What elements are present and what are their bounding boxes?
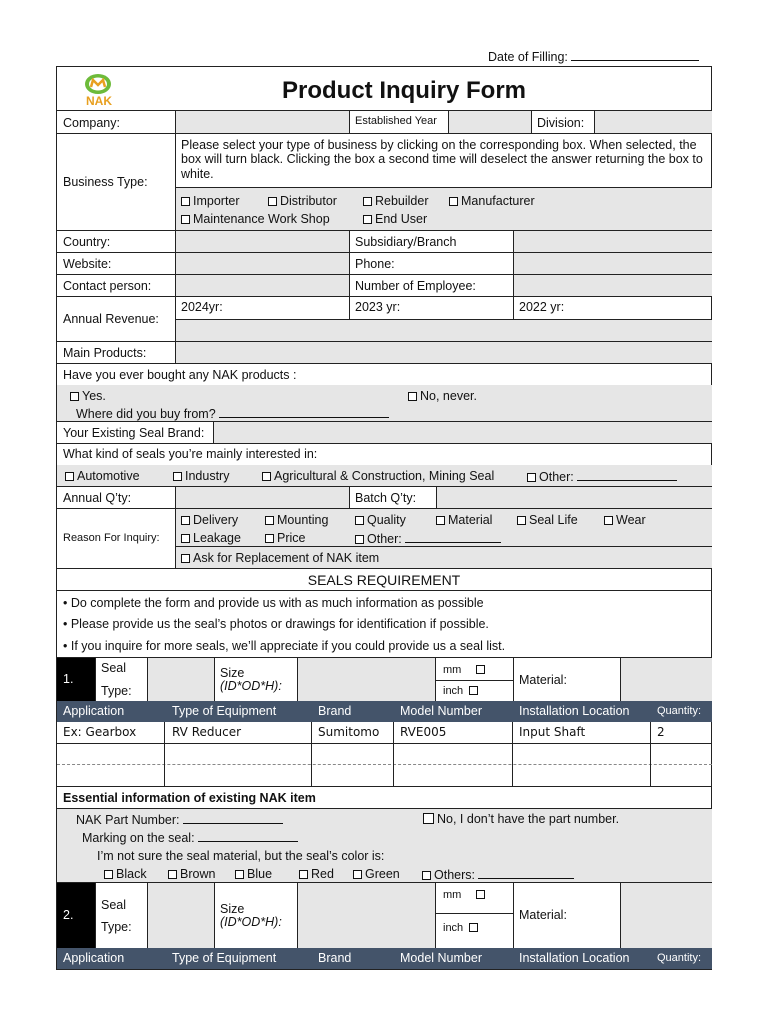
checkbox[interactable] xyxy=(449,197,458,206)
contact-label: Contact person: xyxy=(63,279,152,293)
interest-other[interactable]: Other: xyxy=(527,469,677,484)
checkbox[interactable] xyxy=(181,554,190,563)
checkbox[interactable] xyxy=(181,534,190,543)
checkbox[interactable] xyxy=(265,516,274,525)
checkbox[interactable] xyxy=(355,516,364,525)
date-input[interactable] xyxy=(571,48,699,61)
revenue-2022: 2022 yr: xyxy=(519,300,565,314)
checkbox[interactable] xyxy=(353,870,362,879)
checkbox[interactable] xyxy=(70,392,79,401)
interest-question: What kind of seals you’re mainly interested in: xyxy=(63,447,318,461)
checkbox[interactable] xyxy=(423,813,434,824)
color-others[interactable]: Others: xyxy=(422,867,574,882)
option-rebuilder[interactable]: Rebuilder xyxy=(363,194,429,208)
bought-no[interactable]: No, never. xyxy=(408,389,477,403)
checkbox[interactable] xyxy=(173,472,182,481)
checkbox[interactable] xyxy=(469,923,478,932)
subsidiary-input[interactable] xyxy=(514,231,712,252)
option-importer[interactable]: Importer xyxy=(181,194,240,208)
checkbox[interactable] xyxy=(181,215,190,224)
checkbox[interactable] xyxy=(422,871,431,880)
annual-qty-label: Annual Q’ty: xyxy=(63,491,132,505)
interest-automotive[interactable]: Automotive xyxy=(65,469,140,483)
batch-qty-input[interactable] xyxy=(437,487,712,508)
color-brown[interactable]: Brown xyxy=(168,867,215,881)
established-input[interactable] xyxy=(449,111,531,133)
business-label: Business Type: xyxy=(63,175,148,189)
reason-mounting[interactable]: Mounting xyxy=(265,513,328,527)
type-label-1: Type: xyxy=(101,684,132,698)
date-label: Date of Filling: xyxy=(488,48,699,64)
color-green[interactable]: Green xyxy=(353,867,400,881)
existing-brand-input[interactable] xyxy=(214,422,712,443)
revenue-2024: 2024yr: xyxy=(181,300,223,314)
checkbox[interactable] xyxy=(262,472,271,481)
revenue-label: Annual Revenue: xyxy=(63,312,159,326)
seal-label-1: Seal xyxy=(101,661,127,675)
option-distributor[interactable]: Distributor xyxy=(268,194,337,208)
checkbox[interactable] xyxy=(168,870,177,879)
type-label-2: Type: xyxy=(101,920,132,934)
bought-yes[interactable]: Yes. xyxy=(70,389,106,403)
checkbox[interactable] xyxy=(363,197,372,206)
reason-material[interactable]: Material xyxy=(436,513,492,527)
reason-replacement[interactable]: Ask for Replacement of NAK item xyxy=(181,551,379,565)
option-maintenance[interactable]: Maintenance Work Shop xyxy=(181,212,330,226)
revenue-input[interactable] xyxy=(176,319,712,341)
where-bought[interactable]: Where did you buy from? xyxy=(76,406,389,421)
unit-inch-1[interactable]: inch xyxy=(443,685,481,697)
checkbox[interactable] xyxy=(299,870,308,879)
page-title: Product Inquiry Form xyxy=(281,77,526,104)
bought-question: Have you ever bought any NAK products : xyxy=(63,368,297,382)
contact-input[interactable] xyxy=(176,275,349,296)
company-label: Company: xyxy=(63,116,120,130)
existing-brand-label: Your Existing Seal Brand: xyxy=(63,426,205,440)
seal-label-2: Seal xyxy=(101,898,127,912)
revenue-2023: 2023 yr: xyxy=(355,300,401,314)
country-input[interactable] xyxy=(176,231,349,252)
reason-seal-life[interactable]: Seal Life xyxy=(517,513,578,527)
marking-field[interactable]: Marking on the seal: xyxy=(82,830,298,845)
established-label: Established Year xyxy=(355,115,437,127)
checkbox[interactable] xyxy=(181,197,190,206)
table-header-1: Application Type of Equipment Brand Model Number Installation Location Quantity: xyxy=(57,701,712,722)
checkbox[interactable] xyxy=(363,215,372,224)
part-number-field[interactable]: NAK Part Number: xyxy=(76,812,283,827)
table-row-example: Ex: Gearbox RV Reducer Sumitomo RVE005 Input Shaft 2 xyxy=(63,725,665,739)
table-row[interactable] xyxy=(57,744,712,765)
size-input-1[interactable] xyxy=(298,658,435,701)
svg-text:NAK: NAK xyxy=(86,94,112,108)
subsidiary-label: Subsidiary/Branch xyxy=(355,235,457,249)
block-number-1: 1. xyxy=(57,658,95,701)
color-question: I’m not sure the seal material, but the seal’s color is: xyxy=(97,849,385,863)
checkbox[interactable] xyxy=(408,392,417,401)
option-end-user[interactable]: End User xyxy=(363,212,427,226)
unit-mm-1[interactable]: mm xyxy=(443,664,488,676)
unit-mm-2[interactable]: mm xyxy=(443,889,488,901)
country-label: Country: xyxy=(63,235,111,249)
employee-input[interactable] xyxy=(514,275,712,296)
website-input[interactable] xyxy=(176,253,349,274)
material-input-1[interactable] xyxy=(621,658,712,701)
checkbox[interactable] xyxy=(265,534,274,543)
material-input-2[interactable] xyxy=(621,883,712,948)
main-products-label: Main Products: xyxy=(63,346,147,360)
checkbox[interactable] xyxy=(436,516,445,525)
phone-input[interactable] xyxy=(514,253,712,274)
seal-type-input-1[interactable] xyxy=(148,658,214,701)
checkbox[interactable] xyxy=(476,665,485,674)
checkbox[interactable] xyxy=(469,686,478,695)
reason-other[interactable]: Other: xyxy=(355,531,501,546)
checkbox[interactable] xyxy=(476,890,485,899)
color-black[interactable]: Black xyxy=(104,867,147,881)
color-blue[interactable]: Blue xyxy=(235,867,272,881)
division-label: Division: xyxy=(537,116,585,130)
reason-wear[interactable]: Wear xyxy=(604,513,646,527)
seal-type-input-2[interactable] xyxy=(148,883,214,948)
essential-title: Essential information of existing NAK item xyxy=(63,791,316,805)
reason-label: Reason For Inquiry: xyxy=(63,532,160,544)
size-sub-1: (ID*OD*H): xyxy=(220,679,282,693)
checkbox[interactable] xyxy=(104,870,113,879)
checkbox[interactable] xyxy=(65,472,74,481)
note-3: • If you inquire for more seals, we’ll appreciate if you could provide us a seal list. xyxy=(63,639,506,653)
option-manufacturer[interactable]: Manufacturer xyxy=(449,194,535,208)
business-instructions: Please select your type of business by clicking on the corresponding box. When selected, the box will turn black. Clicking the box a second time will deselect the answer returning the box to white. xyxy=(181,138,703,181)
main-products-input[interactable] xyxy=(176,342,712,363)
seals-requirement-heading: SEALS REQUIREMENT xyxy=(307,572,461,588)
division-input[interactable] xyxy=(595,111,712,133)
website-label: Website: xyxy=(63,257,112,271)
reason-leakage[interactable]: Leakage xyxy=(181,531,241,545)
checkbox[interactable] xyxy=(181,516,190,525)
checkbox[interactable] xyxy=(235,870,244,879)
interest-industry[interactable]: Industry xyxy=(173,469,229,483)
color-red[interactable]: Red xyxy=(299,867,334,881)
checkbox[interactable] xyxy=(355,535,364,544)
checkbox[interactable] xyxy=(517,516,526,525)
unit-inch-2[interactable]: inch xyxy=(443,922,481,934)
reason-delivery[interactable]: Delivery xyxy=(181,513,238,527)
reason-quality[interactable]: Quality xyxy=(355,513,406,527)
annual-qty-input[interactable] xyxy=(176,487,349,508)
interest-agricultural[interactable]: Agricultural & Construction, Mining Seal xyxy=(262,469,494,483)
checkbox[interactable] xyxy=(604,516,613,525)
material-label-1: Material: xyxy=(519,673,567,687)
note-2: • Please provide us the seal’s photos or drawings for identification if possible. xyxy=(63,617,489,631)
table-header-2: Application Type of Equipment Brand Model Number Installation Location Quantity: xyxy=(57,948,712,969)
size-label-2: Size xyxy=(220,902,245,916)
size-label-1: Size xyxy=(220,666,245,680)
checkbox[interactable] xyxy=(268,197,277,206)
note-1: • Do complete the form and provide us with as much information as possible xyxy=(63,596,484,610)
no-part-number[interactable]: No, I don’t have the part number. xyxy=(423,812,619,826)
material-label-2: Material: xyxy=(519,908,567,922)
batch-qty-label: Batch Q’ty: xyxy=(355,491,417,505)
size-input-2[interactable] xyxy=(298,883,435,948)
phone-label: Phone: xyxy=(355,257,395,271)
company-input[interactable] xyxy=(176,111,349,133)
employee-label: Number of Employee: xyxy=(355,279,476,293)
checkbox[interactable] xyxy=(527,473,536,482)
block-number-2: 2. xyxy=(57,883,95,948)
reason-price[interactable]: Price xyxy=(265,531,305,545)
size-sub-2: (ID*OD*H): xyxy=(220,915,282,929)
